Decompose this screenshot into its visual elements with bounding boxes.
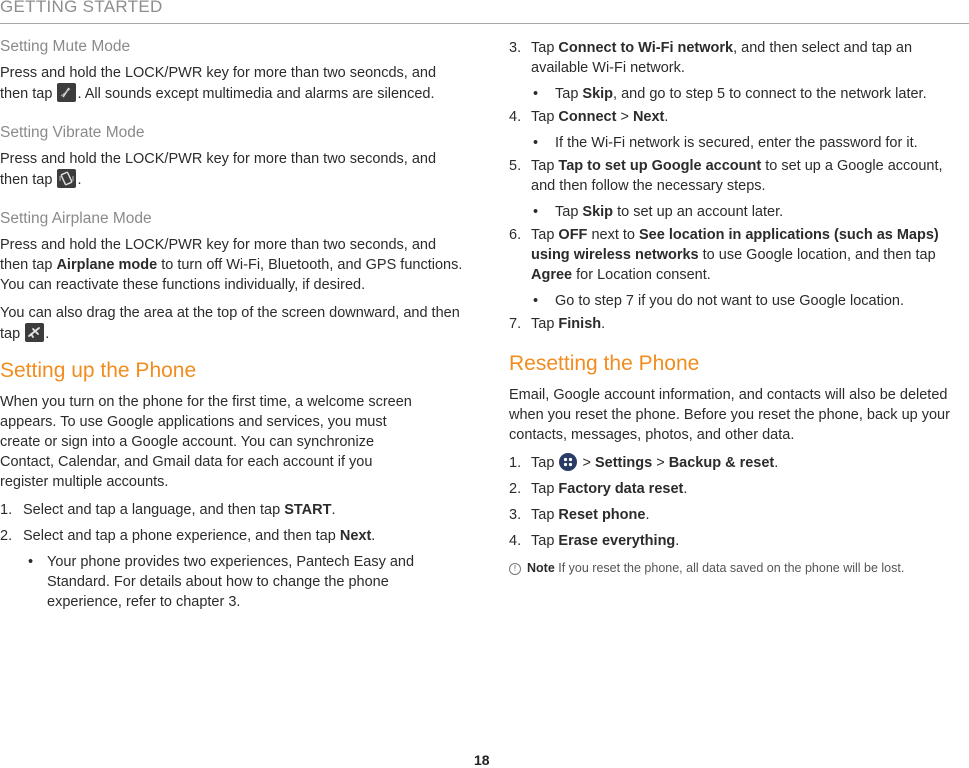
setup-intro: When you turn on the phone for the first time, a welcome screen appears. To use Google applications and services, you must create or sign into a Google account. You can synchronize Contact, Calendar, and Gmail data for each account if you register multiple accounts. [0, 394, 412, 490]
reset-heading: Resetting the Phone [509, 352, 700, 375]
bullet-dot: • [533, 135, 539, 151]
airplane-heading: Setting Airplane Mode [0, 210, 152, 227]
page-number: 18 [474, 752, 490, 768]
reset-note: ! Note If you reset the phone, all data saved on the phone will be lost. [509, 559, 969, 577]
reset-step-2: 2. Tap Factory data reset. [509, 481, 688, 497]
airplane-paragraph: Press and hold the LOCK/PWR key for more than two seconds, and then tap Airplane mode to turn off Wi-Fi, Bluetooth, and GPS functions. You can reactivate these functions individually, if desired. [0, 237, 463, 293]
setup-heading: Setting up the Phone [0, 359, 197, 382]
setup-step-6: 6. Tap OFF next to See location in applications (such as Maps) using wireless networks to use Google location, and then tap Agree for Location consent. [509, 227, 939, 283]
reset-step-4: 4. Tap Erase everything. [509, 533, 680, 549]
airplane-icon [25, 323, 44, 342]
mute-paragraph: Press and hold the LOCK/PWR key for more than two seoncds, and then tap . All sounds except multimedia and alarms are silenced. [0, 65, 437, 102]
reset-step-3: 3. Tap Reset phone. [509, 507, 650, 523]
setup-step-4: 4. Tap Connect > Next. [509, 109, 669, 125]
reset-step-1: 1. Tap > Settings > Backup & reset. [509, 455, 779, 471]
setup-step-5-bullet: • Tap Skip to set up an account later. [533, 204, 784, 220]
setup-step-2-bullet: • Your phone provides two experiences, Pantech Easy and Standard. For details about how to change the phone experience, refer to chapter 3. [28, 554, 415, 610]
vibrate-heading: Setting Vibrate Mode [0, 124, 145, 141]
header-rule [0, 23, 969, 24]
bullet-dot: • [533, 86, 539, 102]
apps-icon [559, 453, 577, 471]
reset-intro: Email, Google account information, and contacts will also be deleted when you reset the phone. Before you reset the phone, back up your contacts, messages, photos, and other data. [509, 387, 950, 443]
bullet-dot: • [533, 204, 539, 220]
left-column [0, 38, 465, 615]
info-icon: ! [509, 563, 521, 575]
setup-step-7: 7. Tap Finish. [509, 316, 606, 332]
vibrate-icon [57, 169, 76, 188]
setup-step-2: 2. Select and tap a phone experience, and then tap Next. [0, 528, 376, 544]
mute-heading: Setting Mute Mode [0, 38, 131, 55]
setup-step-3-bullet: • Tap Skip, and go to step 5 to connect to the network later. [533, 86, 927, 102]
setup-step-4-bullet: • If the Wi-Fi network is secured, enter the password for it. [533, 135, 918, 151]
right-column [509, 38, 969, 577]
setup-step-3: 3. Tap Connect to Wi-Fi network, and then select and tap an available Wi-Fi network. [509, 40, 913, 76]
setup-step-5: 5. Tap Tap to set up Google account to set up a Google account, and then follow the necessary steps. [509, 158, 943, 194]
page-header: GETTING STARTED [0, 0, 163, 16]
bullet-dot: • [28, 554, 34, 570]
airplane-drag-paragraph: You can also drag the area at the top of the screen downward, and then tap . [0, 305, 460, 342]
setup-step-1: 1. Select and tap a language, and then tap START. [0, 502, 336, 518]
mute-icon [57, 83, 76, 102]
vibrate-paragraph: Press and hold the LOCK/PWR key for more than two seconds, and then tap . [0, 151, 437, 188]
setup-step-6-bullet: • Go to step 7 if you do not want to use Google location. [533, 293, 905, 309]
bullet-dot: • [533, 293, 539, 309]
